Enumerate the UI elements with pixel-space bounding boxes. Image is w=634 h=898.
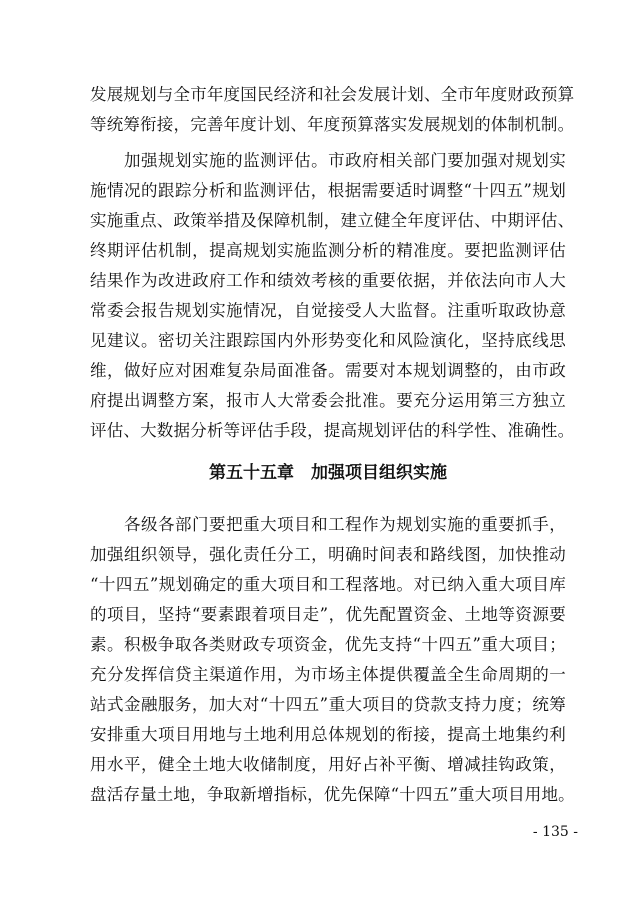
paragraph-3-line-7: 站式金融服务，加大对“十四五”重大项目的贷款支持力度；统筹 [90, 695, 566, 714]
paragraph-3-line-9: 用水平，健全土地大收储制度，用好占补平衡、增减挂钩政策， [90, 755, 566, 774]
paragraph-3-line-5: 素。积极争取各类财政专项资金，优先支持“十四五”重大项目； [90, 635, 566, 654]
paragraph-2-line-3: 实施重点、政策举措及保障机制，建立健全年度评估、中期评估、 [90, 211, 575, 230]
paragraph-3-line-3: “十四五”规划确定的重大项目和工程落地。对已纳入重大项目库 [90, 575, 566, 594]
chapter-heading: 第五十五章 加强项目组织实施 [209, 463, 447, 483]
paragraph-3-line-8: 安排重大项目用地与土地利用总体规划的衔接，提高土地集约利 [90, 725, 566, 744]
paragraph-3-line-4: 的项目，坚持“要素跟着项目走”，优先配置资金、土地等资源要 [90, 605, 566, 624]
paragraph-2-line-5: 结果作为改进政府工作和绩效考核的重要依据，并依法向市人大 [90, 271, 566, 290]
paragraph-2-lead: 加强规划实施的监测评估。 [124, 151, 329, 170]
page-number: - 135 - [532, 824, 578, 840]
paragraph-2-line-9: 府提出调整方案，报市人大常委会批准。要充分运用第三方独立 [90, 391, 566, 410]
paragraph-2-line-6: 常委会报告规划实施情况，自觉接受人大监督。注重听取政协意 [90, 301, 566, 320]
paragraph-2-line-4: 终期评估机制，提高规划实施监测分析的精准度。要把监测评估 [90, 241, 566, 260]
paragraph-3-line-6: 充分发挥信贷主渠道作用，为市场主体提供覆盖全生命周期的一 [90, 665, 566, 684]
paragraph-2-line-8: 维，做好应对困难复杂局面准备。需要对本规划调整的，由市政 [90, 361, 566, 380]
paragraph-2-line-10: 评估、大数据分析等评估手段，提高规划评估的科学性、准确性。 [90, 421, 575, 440]
paragraph-1-line-1: 发展规划与全市年度国民经济和社会发展计划、全市年度财政预算 [90, 85, 575, 104]
paragraph-1-line-2: 等统筹衔接，完善年度计划、年度预算落实发展规划的体制机制。 [90, 115, 575, 134]
paragraph-3-line-1: 各级各部门要把重大项目和工程作为规划实施的重要抓手， [124, 515, 566, 534]
paragraph-2-line-2: 施情况的跟踪分析和监测评估，根据需要适时调整“十四五”规划 [90, 181, 566, 200]
paragraph-3-line-10: 盘活存量土地，争取新增指标，优先保障“十四五”重大项目用地。 [90, 785, 575, 804]
paragraph-2-line-1 [124, 146, 566, 176]
paragraph-2-first-line-rest: 市政府相关部门要加强对规划实 [328, 151, 566, 170]
paragraph-3-line-2: 加强组织领导，强化责任分工，明确时间表和路线图，加快推动 [90, 545, 566, 564]
paragraph-2-line-7: 见建议。密切关注跟踪国内外形势变化和风险演化，坚持底线思 [90, 331, 566, 350]
